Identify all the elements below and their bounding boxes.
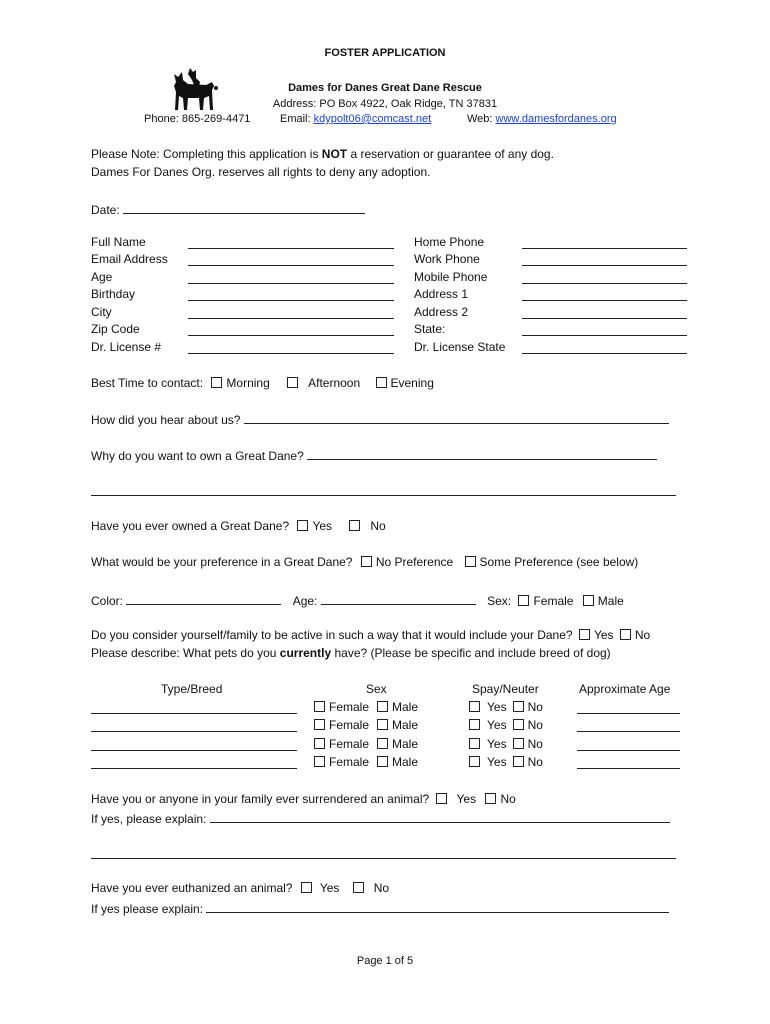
why-row bbox=[91, 447, 657, 463]
field-input-right[interactable] bbox=[522, 236, 687, 252]
surrender-no-checkbox[interactable] bbox=[485, 793, 496, 804]
web-label: Web: bbox=[467, 113, 493, 125]
spay-yes-label: Yes bbox=[487, 718, 507, 732]
pref-female-label: Female bbox=[533, 594, 574, 608]
field-label-left: Email Address bbox=[91, 252, 168, 266]
email-link[interactable]: kdypolt06@comcast.net bbox=[313, 113, 432, 125]
surrender-yes-label: Yes bbox=[456, 792, 477, 806]
owned-yes-checkbox[interactable] bbox=[297, 520, 308, 531]
spay-yes-label: Yes bbox=[487, 700, 507, 714]
surrender-explain-row-2 bbox=[91, 846, 676, 862]
hear-label: How did you hear about us? bbox=[91, 413, 241, 427]
spay-no-checkbox[interactable] bbox=[513, 738, 524, 749]
spay-cell bbox=[469, 700, 543, 714]
why-field[interactable] bbox=[307, 447, 657, 460]
euth-no-label: No bbox=[373, 881, 390, 895]
pref-age-field[interactable] bbox=[321, 592, 476, 605]
morning-label: Morning bbox=[226, 376, 270, 390]
surrender-explain-label: If yes, please explain: bbox=[91, 812, 207, 826]
field-label-left: City bbox=[91, 305, 112, 319]
surrender-label: Have you or anyone in your family ever surrendered an animal? bbox=[91, 792, 430, 806]
spay-cell bbox=[469, 718, 543, 732]
male-checkbox[interactable] bbox=[377, 701, 388, 712]
female-label: Female bbox=[329, 755, 370, 769]
surrender-yes-checkbox[interactable] bbox=[436, 793, 447, 804]
header-type-breed: Type/Breed bbox=[161, 682, 223, 696]
color-label: Color: bbox=[91, 594, 124, 608]
spay-yes-label: Yes bbox=[487, 737, 507, 751]
pref-label: What would be your preference in a Great Dane? bbox=[91, 555, 353, 569]
hear-row bbox=[91, 411, 669, 427]
date-row bbox=[91, 201, 365, 217]
form-title: FOSTER APPLICATION bbox=[324, 47, 446, 59]
field-label-right: State: bbox=[414, 322, 446, 336]
hear-field[interactable] bbox=[244, 411, 669, 424]
active-yes-label: Yes bbox=[593, 628, 614, 642]
field-input-left[interactable] bbox=[188, 288, 394, 304]
surrender-row bbox=[91, 792, 516, 806]
field-label-left: Dr. License # bbox=[91, 340, 162, 354]
field-label-left: Birthday bbox=[91, 287, 136, 301]
pref-male-checkbox[interactable] bbox=[583, 595, 594, 606]
note-text-bold: NOT bbox=[321, 147, 348, 161]
field-input-right[interactable] bbox=[522, 306, 687, 322]
field-label-right: Address 1 bbox=[414, 287, 469, 301]
evening-checkbox[interactable] bbox=[376, 377, 387, 388]
active-no-checkbox[interactable] bbox=[620, 629, 631, 640]
field-input-right[interactable] bbox=[522, 288, 687, 304]
spay-yes-label: Yes bbox=[487, 755, 507, 769]
approx-age-field[interactable] bbox=[577, 756, 680, 772]
female-label: Female bbox=[329, 718, 370, 732]
euth-label: Have you ever euthanized an animal? bbox=[91, 881, 293, 895]
note-text-pre: Please Note: Completing this application is bbox=[91, 147, 322, 161]
active-no-label: No bbox=[634, 628, 651, 642]
spay-no-label: No bbox=[527, 700, 543, 714]
no-preference-label: No Preference bbox=[375, 555, 454, 569]
owned-row bbox=[91, 519, 386, 533]
field-label-left: Age bbox=[91, 270, 113, 284]
field-label-left: Zip Code bbox=[91, 322, 140, 336]
owned-no-label: No bbox=[370, 519, 386, 533]
field-label-right: Work Phone bbox=[414, 252, 480, 266]
pref-row bbox=[91, 555, 638, 569]
spay-no-label: No bbox=[527, 718, 543, 732]
field-label-right: Address 2 bbox=[414, 305, 469, 319]
euth-no-checkbox[interactable] bbox=[353, 882, 364, 893]
sex-cell bbox=[314, 700, 418, 714]
field-input-right[interactable] bbox=[522, 271, 687, 287]
header-sex: Sex bbox=[366, 682, 387, 696]
owned-label: Have you ever owned a Great Dane? bbox=[91, 519, 290, 533]
type-breed-field[interactable] bbox=[91, 719, 297, 735]
female-checkbox[interactable] bbox=[314, 701, 325, 712]
sex-cell bbox=[314, 737, 418, 751]
pref-female-checkbox[interactable] bbox=[518, 595, 529, 606]
male-checkbox[interactable] bbox=[377, 738, 388, 749]
spay-no-checkbox[interactable] bbox=[513, 701, 524, 712]
female-checkbox[interactable] bbox=[314, 756, 325, 767]
some-preference-checkbox[interactable] bbox=[465, 556, 476, 567]
pets-prompt bbox=[91, 646, 611, 660]
euth-row bbox=[91, 881, 389, 895]
spay-no-checkbox[interactable] bbox=[513, 719, 524, 730]
field-input-right[interactable] bbox=[522, 341, 687, 357]
why-label: Why do you want to own a Great Dane? bbox=[91, 449, 304, 463]
male-checkbox[interactable] bbox=[377, 719, 388, 730]
spay-yes-checkbox[interactable] bbox=[469, 701, 480, 712]
approx-age-field[interactable] bbox=[577, 738, 680, 754]
pets-prompt-pre: Please describe: What pets do you bbox=[91, 646, 280, 660]
page-number: Page 1 of 5 bbox=[356, 955, 414, 967]
contact-row bbox=[91, 376, 434, 390]
spay-no-label: No bbox=[527, 737, 543, 751]
surrender-explain-field-2[interactable] bbox=[91, 846, 676, 859]
org-address: Address: PO Box 4922, Oak Ridge, TN 37831 bbox=[272, 98, 498, 110]
field-label-left: Full Name bbox=[91, 235, 146, 249]
euth-explain-field[interactable] bbox=[206, 900, 669, 913]
field-label-right: Home Phone bbox=[414, 235, 485, 249]
field-input-left[interactable] bbox=[188, 253, 394, 269]
pref-sex-label: Sex: bbox=[487, 594, 512, 608]
no-preference-checkbox[interactable] bbox=[361, 556, 372, 567]
female-label: Female bbox=[329, 737, 370, 751]
org-phone: Phone: 865-269-4471 bbox=[144, 113, 251, 125]
sex-cell bbox=[314, 718, 418, 732]
field-input-left[interactable] bbox=[188, 306, 394, 322]
active-label: Do you consider yourself/family to be active in such a way that it would include your Dane? bbox=[91, 628, 573, 642]
field-input-left[interactable] bbox=[188, 341, 394, 357]
active-yes-checkbox[interactable] bbox=[579, 629, 590, 640]
note-line-2: Dames For Danes Org. reserves all rights to deny any adoption. bbox=[91, 165, 431, 179]
field-input-right[interactable] bbox=[522, 253, 687, 269]
why-row-2 bbox=[91, 483, 676, 499]
morning-checkbox[interactable] bbox=[211, 377, 222, 388]
org-name: Dames for Danes Great Dane Rescue bbox=[288, 82, 482, 94]
spay-yes-checkbox[interactable] bbox=[469, 738, 480, 749]
euth-yes-label: Yes bbox=[319, 881, 340, 895]
spay-cell bbox=[469, 755, 543, 769]
evening-label: Evening bbox=[390, 376, 434, 390]
field-input-right[interactable] bbox=[522, 323, 687, 339]
owned-yes-label: Yes bbox=[312, 519, 333, 533]
pets-prompt-bold: currently bbox=[279, 646, 332, 660]
type-breed-field[interactable] bbox=[91, 756, 297, 772]
owned-no-checkbox[interactable] bbox=[349, 520, 360, 531]
surrender-explain-field[interactable] bbox=[210, 810, 670, 823]
female-label: Female bbox=[329, 700, 370, 714]
field-label-right: Dr. License State bbox=[414, 340, 506, 354]
org-web bbox=[467, 113, 617, 125]
female-checkbox[interactable] bbox=[314, 719, 325, 730]
header-spay-neuter: Spay/Neuter bbox=[472, 682, 539, 696]
afternoon-label: Afternoon bbox=[308, 376, 361, 390]
pref-male-label: Male bbox=[597, 594, 624, 608]
male-label: Male bbox=[392, 737, 419, 751]
field-input-left[interactable] bbox=[188, 236, 394, 252]
pref-age-label: Age: bbox=[292, 594, 318, 608]
note-line-1 bbox=[91, 147, 554, 161]
header-approx-age: Approximate Age bbox=[579, 682, 671, 696]
approx-age-field[interactable] bbox=[577, 719, 680, 735]
male-checkbox[interactable] bbox=[377, 756, 388, 767]
field-input-left[interactable] bbox=[188, 323, 394, 339]
euth-yes-checkbox[interactable] bbox=[301, 882, 312, 893]
euth-explain-row bbox=[91, 900, 669, 916]
date-label: Date: bbox=[91, 203, 120, 217]
surrender-explain-row bbox=[91, 810, 670, 826]
sex-cell bbox=[314, 755, 418, 769]
afternoon-checkbox[interactable] bbox=[287, 377, 298, 388]
date-field[interactable] bbox=[123, 201, 365, 214]
contact-label: Best Time to contact: bbox=[91, 376, 204, 390]
pets-prompt-post: have? (Please be specific and include breed of dog) bbox=[331, 646, 611, 660]
male-label: Male bbox=[392, 718, 419, 732]
color-field[interactable] bbox=[126, 592, 281, 605]
note-text-post: a reservation or guarantee of any dog. bbox=[347, 147, 554, 161]
male-label: Male bbox=[392, 755, 419, 769]
type-breed-field[interactable] bbox=[91, 738, 297, 754]
spay-yes-checkbox[interactable] bbox=[469, 756, 480, 767]
female-checkbox[interactable] bbox=[314, 738, 325, 749]
org-email bbox=[280, 113, 431, 125]
spay-no-checkbox[interactable] bbox=[513, 756, 524, 767]
why-field-2[interactable] bbox=[91, 483, 676, 496]
type-breed-field[interactable] bbox=[91, 701, 297, 717]
field-label-right: Mobile Phone bbox=[414, 270, 488, 284]
euth-explain-label: If yes please explain: bbox=[91, 902, 204, 916]
web-link[interactable]: www.damesfordanes.org bbox=[495, 113, 617, 125]
spay-no-label: No bbox=[527, 755, 543, 769]
email-label: Email: bbox=[280, 113, 311, 125]
pref-details-row bbox=[91, 592, 624, 608]
approx-age-field[interactable] bbox=[577, 701, 680, 717]
surrender-no-label: No bbox=[500, 792, 516, 806]
some-preference-label: Some Preference (see below) bbox=[479, 555, 639, 569]
active-row bbox=[91, 628, 650, 642]
spay-cell bbox=[469, 737, 543, 751]
male-label: Male bbox=[392, 700, 419, 714]
field-input-left[interactable] bbox=[188, 271, 394, 287]
spay-yes-checkbox[interactable] bbox=[469, 719, 480, 730]
